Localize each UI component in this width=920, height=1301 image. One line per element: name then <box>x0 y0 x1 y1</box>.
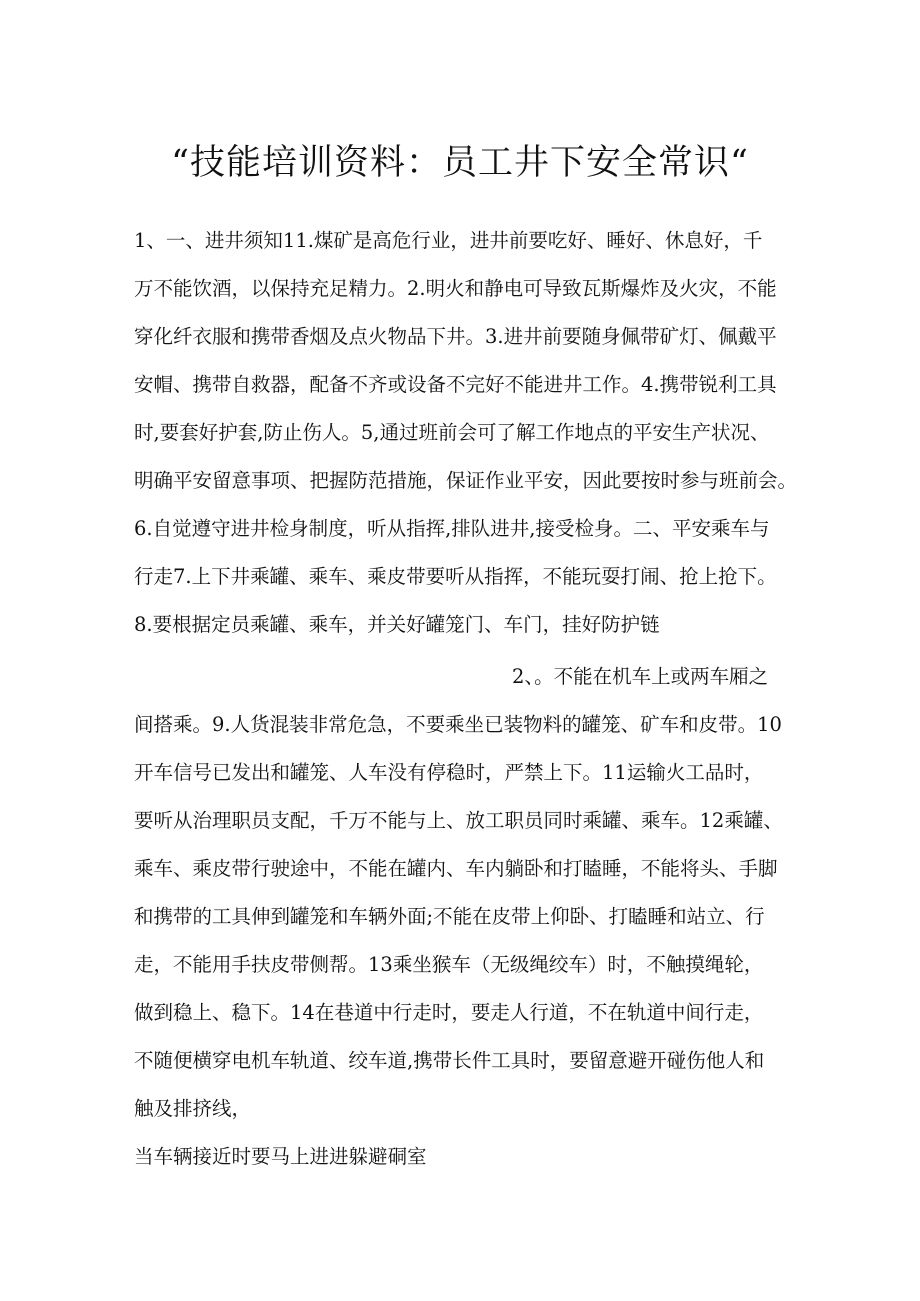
text-line: 乘车、乘皮带行驶途中，不能在罐内、车内躺卧和打瞌睡，不能将头、手脚 <box>134 857 778 880</box>
text-line: 明确平安留意事项、把握防范措施，保证作业平安，因此要按时参与班前会。 <box>134 469 798 492</box>
text-line: 时,要套好护套,防止伤人。5,通过班前会可了解工作地点的平安生产状况、 <box>134 421 770 444</box>
text-line: 当车辆接近时要马上进进躲避硐室 <box>134 1145 427 1168</box>
text-line: 走，不能用手扶皮带侧帮。13乘坐猴车（无级绳绞车）时，不触摸绳轮， <box>134 953 764 976</box>
text-line: 6.自觉遵守进井检身制度，听从指挥,排队进井,接受检身。二、平安乘车与 <box>134 517 770 540</box>
text-line: 安帽、携带自救器，配备不齐或设备不完好不能进井工作。4.携带锐利工具 <box>134 373 777 396</box>
text-line: 和携带的工具伸到罐笼和车辆外面;不能在皮带上仰卧、打瞌睡和站立、行 <box>134 905 765 928</box>
text-line: 万不能饮酒，以保持充足精力。2.明火和静电可导致瓦斯爆炸及火灾，不能 <box>134 277 777 300</box>
text-line: 2、。不能在机车上或两车厢之 <box>512 665 769 688</box>
text-line: 做到稳上、稳下。14在巷道中行走时，要走人行道，不在轨道中间行走， <box>134 1001 764 1024</box>
text-line: 间搭乘。9.人货混装非常危急，不要乘坐已装物料的罐笼、矿车和皮带。10 <box>134 713 782 736</box>
text-line: 要听从治理职员支配，千万不能与上、放工职员同时乘罐、乘车。12乘罐、 <box>134 809 783 832</box>
document-title: “技能培训资料：员工井下安全常识“ <box>171 143 749 183</box>
text-line: 1、一、进井须知11.煤矿是高危行业，进井前要吃好、睡好、休息好，千 <box>134 229 763 252</box>
text-line: 行走7.上下井乘罐、乘车、乘皮带要听从指挥，不能玩耍打闹、抢上抢下。 <box>134 565 777 588</box>
text-line: 不随便横穿电机车轨道、绞车道,携带长件工具时，要留意避开碰伤他人和 <box>134 1049 765 1072</box>
text-line: 触及排挤线， <box>134 1097 252 1120</box>
text-line: 开车信号已发出和罐笼、人车没有停稳时，严禁上下。11运输火工品时， <box>134 761 764 784</box>
text-line: 穿化纤衣服和携带香烟及点火物品下井。3.进井前要随身佩带矿灯、佩戴平 <box>134 325 777 348</box>
text-line: 8.要根据定员乘罐、乘车，并关好罐笼门、车门，挂好防护链 <box>134 613 660 636</box>
